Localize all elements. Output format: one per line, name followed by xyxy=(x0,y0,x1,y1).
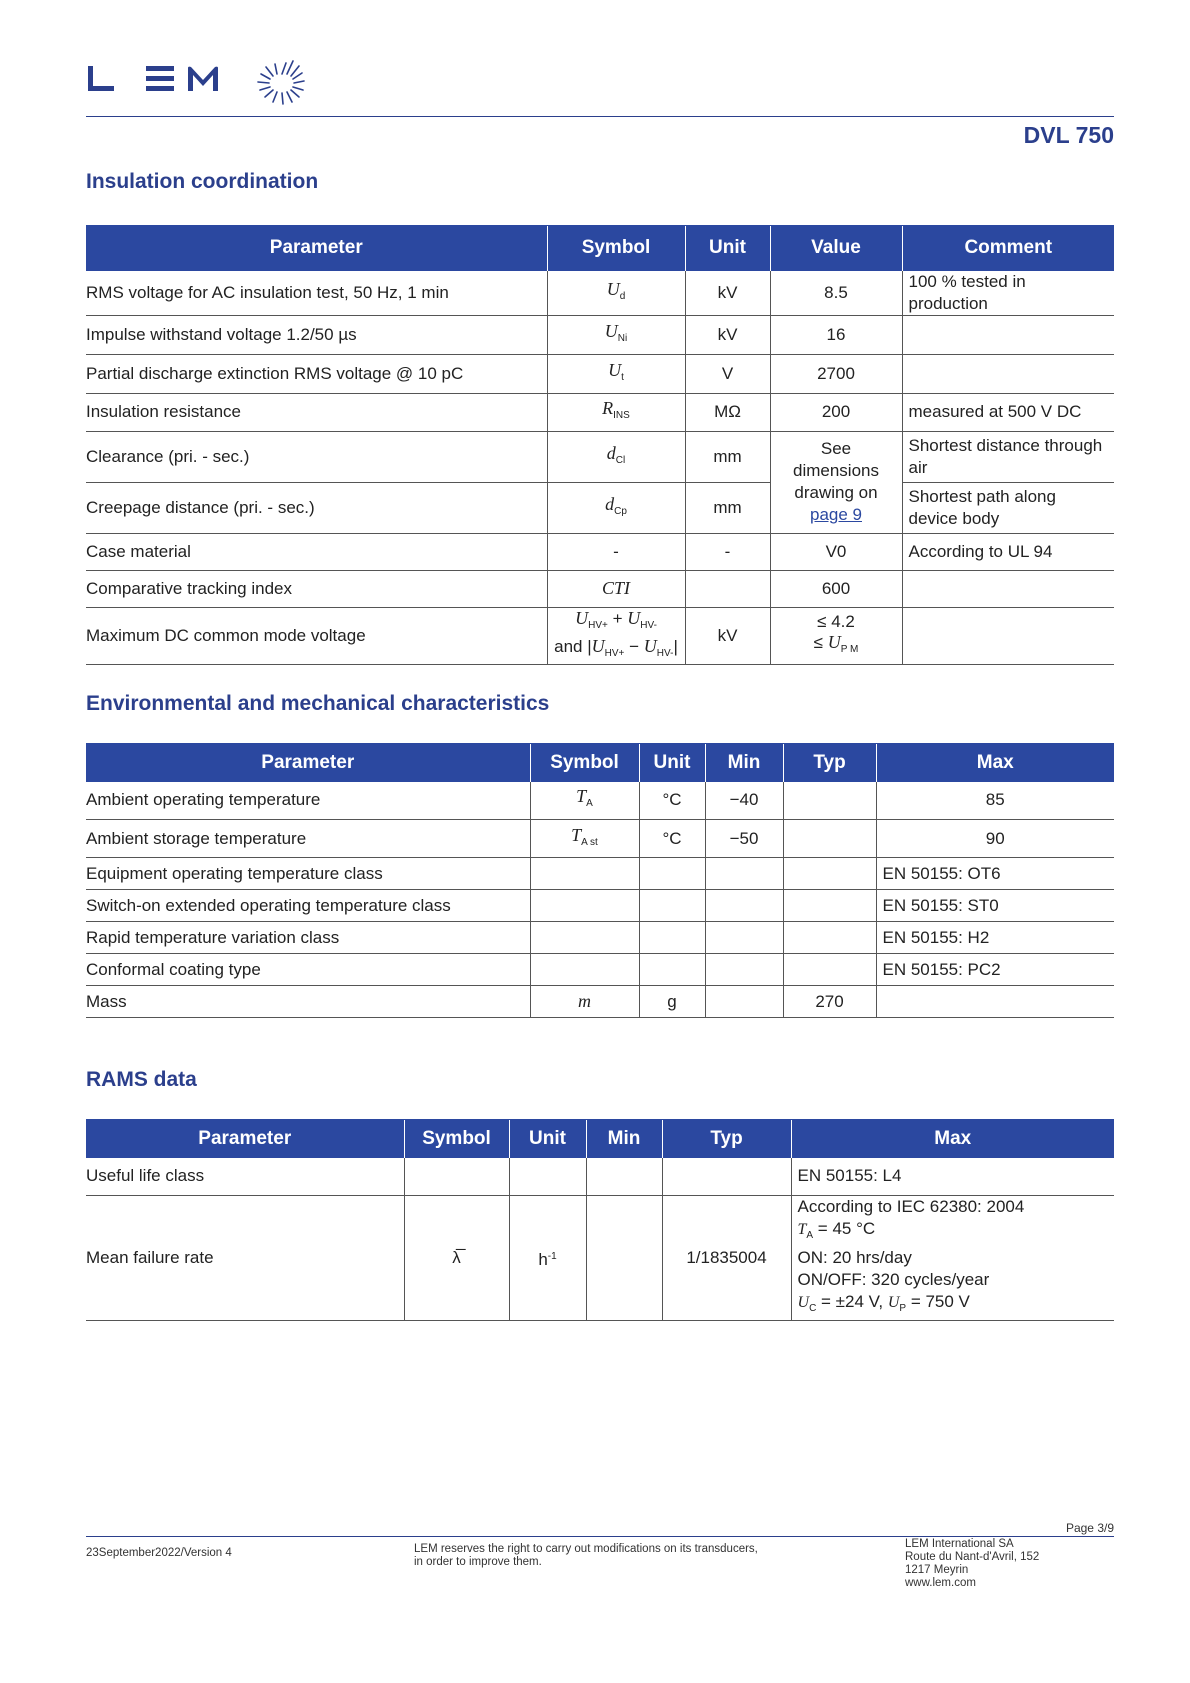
comment-cell: 100 % tested in production xyxy=(902,271,1114,316)
symbol-cell: $R_{INS}$ xyxy=(547,393,685,431)
unit-cell xyxy=(685,570,770,607)
column-header: Max xyxy=(876,744,1114,782)
typ-cell xyxy=(662,1158,791,1196)
max-cell: EN 50155: ST0 xyxy=(876,890,1114,922)
footer-rule xyxy=(86,1536,1114,1537)
table-row xyxy=(86,782,1114,820)
unit-cell xyxy=(639,954,705,986)
column-header: Parameter xyxy=(86,226,547,271)
column-header: Unit xyxy=(639,744,705,782)
table-row xyxy=(86,858,1114,890)
environmental-table xyxy=(86,743,1114,1018)
unit-cell: °C xyxy=(639,820,705,858)
footer-date-version: 23September2022/Version 4 xyxy=(86,1547,232,1559)
parameter-cell: Useful life class xyxy=(86,1158,404,1196)
min-cell xyxy=(705,922,783,954)
column-header: Unit xyxy=(685,226,770,271)
unit-cell: kV xyxy=(685,607,770,664)
table-row xyxy=(86,533,1114,570)
max-cell: EN 50155: PC2 xyxy=(876,954,1114,986)
typ-cell xyxy=(783,890,876,922)
parameter-cell: Creepage distance (pri. - sec.) xyxy=(86,482,547,533)
symbol-cell xyxy=(530,922,639,954)
max-cell xyxy=(876,986,1114,1018)
parameter-cell: Partial discharge extinction RMS voltage @ 10 pC xyxy=(86,354,547,393)
table-row xyxy=(86,1196,1114,1321)
symbol-cell xyxy=(530,890,639,922)
document-title: DVL 750 xyxy=(1023,122,1114,148)
comment-cell xyxy=(902,607,1114,664)
parameter-cell: Ambient operating temperature xyxy=(86,782,530,820)
parameter-cell: Impulse withstand voltage 1.2/50 µs xyxy=(86,315,547,354)
parameter-cell: Comparative tracking index xyxy=(86,570,547,607)
page-number: Page 3/9 xyxy=(1065,1521,1114,1535)
rams-section-title: RAMS data xyxy=(86,1068,197,1091)
column-header: Symbol xyxy=(530,744,639,782)
column-header: Comment xyxy=(902,226,1114,271)
symbol-cell: $U_{Ni}$ xyxy=(547,315,685,354)
min-cell xyxy=(705,858,783,890)
parameter-cell: Equipment operating temperature class xyxy=(86,858,530,890)
comment-cell: Shortest path along device body xyxy=(902,482,1114,533)
min-cell xyxy=(705,890,783,922)
symbol-cell: $T_{A st}$ xyxy=(530,820,639,858)
unit-cell: MΩ xyxy=(685,393,770,431)
symbol-cell: $d_{Cl}$ xyxy=(547,431,685,482)
table-header-row xyxy=(86,1120,1114,1158)
table-row xyxy=(86,607,1114,664)
comment-cell xyxy=(902,315,1114,354)
value-cell: 8.5 xyxy=(770,271,902,316)
website-link[interactable]: www.lem.com xyxy=(905,1577,976,1589)
parameter-cell: Rapid temperature variation class xyxy=(86,922,530,954)
unit-cell xyxy=(509,1158,586,1196)
parameter-cell: Case material xyxy=(86,533,547,570)
table-row xyxy=(86,954,1114,986)
max-cell: 85 xyxy=(876,782,1114,820)
parameter-cell: RMS voltage for AC insulation test, 50 Hz, 1 min xyxy=(86,271,547,316)
parameter-cell: Conformal coating type xyxy=(86,954,530,986)
common-mode-symbol-cell: $U_{HV+} + U_{HV-}$ and $|U_{HV+} - U_{HV-}|$ xyxy=(547,607,685,664)
table-row xyxy=(86,431,1114,482)
min-cell xyxy=(586,1196,662,1321)
column-header: Typ xyxy=(662,1120,791,1158)
column-header: Symbol xyxy=(547,226,685,271)
typ-cell: 1/1835004 xyxy=(662,1196,791,1321)
min-cell xyxy=(705,986,783,1018)
table-row xyxy=(86,922,1114,954)
page-9-link[interactable]: page 9 xyxy=(810,505,862,524)
unit-cell: V xyxy=(685,354,770,393)
value-cell: 16 xyxy=(770,315,902,354)
symbol-cell: - xyxy=(547,533,685,570)
merged-value-cell xyxy=(770,431,902,533)
parameter-cell: Mean failure rate xyxy=(86,1196,404,1321)
unit-cell: kV xyxy=(685,315,770,354)
parameter-cell: Insulation resistance xyxy=(86,393,547,431)
value-cell: 2700 xyxy=(770,354,902,393)
column-header: Parameter xyxy=(86,1120,404,1158)
typ-cell xyxy=(783,954,876,986)
table-header-row xyxy=(86,744,1114,782)
unit-cell: $h^{-1}$ xyxy=(509,1196,586,1321)
symbol-cell: $U_t$ xyxy=(547,354,685,393)
table-row xyxy=(86,482,1114,533)
typ-cell: 270 xyxy=(783,986,876,1018)
table-row xyxy=(86,393,1114,431)
min-cell: −50 xyxy=(705,820,783,858)
column-header: Parameter xyxy=(86,744,530,782)
column-header: Value xyxy=(770,226,902,271)
lem-logo-icon xyxy=(86,50,326,116)
common-mode-value-cell: ≤ 4.2 ≤ $U_{P M}$ xyxy=(770,607,902,664)
unit-cell: kV xyxy=(685,271,770,316)
comment-cell: Shortest distance through air xyxy=(902,431,1114,482)
column-header: Min xyxy=(586,1120,662,1158)
insulation-section-title: Insulation coordination xyxy=(86,170,319,193)
min-cell xyxy=(586,1158,662,1196)
max-cell: EN 50155: OT6 xyxy=(876,858,1114,890)
unit-cell: - xyxy=(685,533,770,570)
table-row xyxy=(86,570,1114,607)
header-rule xyxy=(86,116,1114,117)
symbol-cell: CTI xyxy=(547,570,685,607)
insulation-table xyxy=(86,225,1114,665)
column-header: Min xyxy=(705,744,783,782)
parameter-cell: Maximum DC common mode voltage xyxy=(86,607,547,664)
typ-cell xyxy=(783,820,876,858)
symbol-cell xyxy=(404,1158,509,1196)
unit-cell xyxy=(639,890,705,922)
typ-cell xyxy=(783,858,876,890)
rams-table xyxy=(86,1119,1114,1321)
unit-cell xyxy=(639,858,705,890)
table-row xyxy=(86,354,1114,393)
symbol-cell: $U_d$ xyxy=(547,271,685,316)
table-row xyxy=(86,315,1114,354)
typ-cell xyxy=(783,922,876,954)
unit-cell: °C xyxy=(639,782,705,820)
value-cell: 200 xyxy=(770,393,902,431)
symbol-cell xyxy=(530,954,639,986)
environmental-section-title: Environmental and mechanical characteristics xyxy=(86,692,550,715)
column-header: Typ xyxy=(783,744,876,782)
table-row xyxy=(86,1158,1114,1196)
max-cell: EN 50155: H2 xyxy=(876,922,1114,954)
parameter-cell: Ambient storage temperature xyxy=(86,820,530,858)
symbol-cell xyxy=(530,858,639,890)
max-cell: According to IEC 62380: 2004 $T_A = 45$ °C ON: 20 hrs/day ON/OFF: 320 cycles/year $U_C = \pm 24$ V, $U_P = 750$ V xyxy=(791,1196,1114,1321)
table-header-row xyxy=(86,226,1114,271)
comment-cell: According to UL 94 xyxy=(902,533,1114,570)
table-row xyxy=(86,271,1114,316)
column-header: Unit xyxy=(509,1120,586,1158)
unit-cell xyxy=(639,922,705,954)
column-header: Max xyxy=(791,1120,1114,1158)
symbol-cell: $d_{Cp}$ xyxy=(547,482,685,533)
value-cell: V0 xyxy=(770,533,902,570)
table-row xyxy=(86,986,1114,1018)
comment-cell: measured at 500 V DC xyxy=(902,393,1114,431)
comment-cell xyxy=(902,354,1114,393)
column-header: Symbol xyxy=(404,1120,509,1158)
unit-cell: mm xyxy=(685,431,770,482)
unit-cell: g xyxy=(639,986,705,1018)
symbol-cell: m xyxy=(530,986,639,1018)
symbol-cell: λ̅ xyxy=(404,1196,509,1321)
comment-cell xyxy=(902,570,1114,607)
symbol-cell: $T_A$ xyxy=(530,782,639,820)
value-cell: 600 xyxy=(770,570,902,607)
table-row xyxy=(86,820,1114,858)
footer-disclaimer: LEM reserves the right to carry out modifications on its transducers, in order to improve them. xyxy=(414,1543,758,1568)
lem-logo xyxy=(86,50,326,116)
parameter-cell: Switch-on extended operating temperature class xyxy=(86,890,530,922)
footer-address: LEM International SA Route du Nant-d'Avril, 152 1217 Meyrin www.lem.com xyxy=(905,1538,1040,1589)
table-row xyxy=(86,890,1114,922)
dimensions-note: See dimensions drawing on xyxy=(793,439,879,502)
max-cell: 90 xyxy=(876,820,1114,858)
max-cell: EN 50155: L4 xyxy=(791,1158,1114,1196)
parameter-cell: Clearance (pri. - sec.) xyxy=(86,431,547,482)
min-cell: −40 xyxy=(705,782,783,820)
parameter-cell: Mass xyxy=(86,986,530,1018)
min-cell xyxy=(705,954,783,986)
unit-cell: mm xyxy=(685,482,770,533)
typ-cell xyxy=(783,782,876,820)
